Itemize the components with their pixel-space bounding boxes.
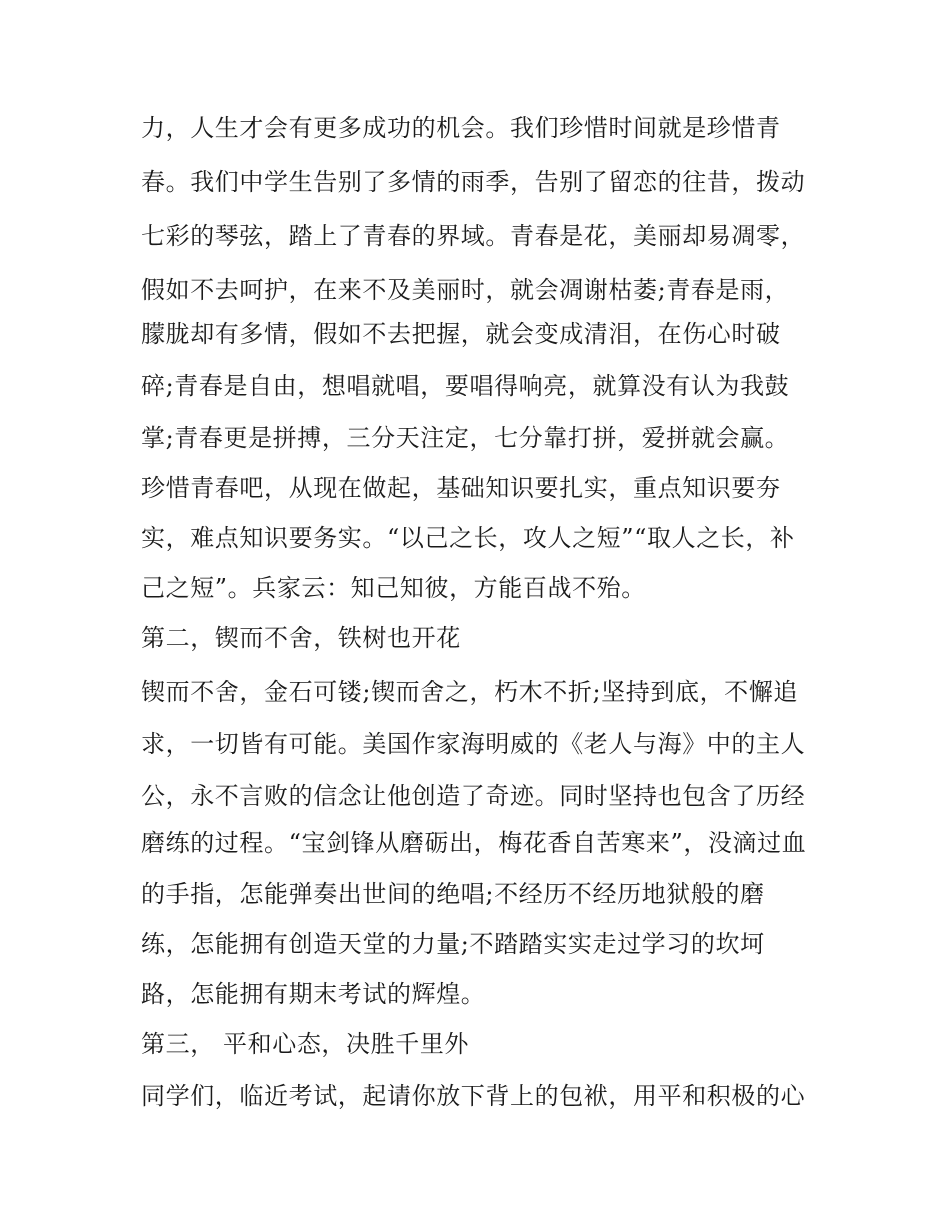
paragraph-line: 掌;青春更是拼搏，三分天注定，七分靠打拼，爱拼就会赢。 — [141, 424, 790, 452]
section-heading: 第三， 平和心态，决胜千里外 — [141, 1030, 470, 1058]
paragraph-line: 公，永不言败的信念让他创造了奇迹。同时坚持也包含了历经 — [141, 782, 806, 810]
paragraph-line: 磨练的过程。“宝剑锋从磨砺出，梅花香自苦寒来”，没滴过血 — [141, 829, 807, 857]
paragraph-line: 实，难点知识要务实。“以己之长，攻人之短”“取人之长，补 — [141, 524, 795, 552]
paragraph-line: 七彩的琴弦，踏上了青春的界域。青春是花，美丽却易凋零， — [141, 222, 806, 250]
paragraph-line: 珍惜青春吧，从现在做起，基础知识要扎实，重点知识要夯 — [141, 474, 781, 502]
paragraph-line: 己之短”。兵家云：知己知彼，方能百战不殆。 — [141, 574, 646, 602]
paragraph-line: 力，人生才会有更多成功的机会。我们珍惜时间就是珍惜青 — [141, 114, 781, 142]
paragraph-line: 锲而不舍，金石可镂;锲而舍之，朽木不折;坚持到底，不懈追 — [141, 678, 798, 706]
section-heading: 第二，锲而不舍，铁树也开花 — [141, 624, 461, 652]
paragraph-line: 春。我们中学生告别了多情的雨季，告别了留恋的往昔，拨动 — [141, 168, 806, 196]
paragraph-line: 假如不去呵护，在来不及美丽时，就会凋谢枯萎;青春是雨， — [141, 276, 790, 304]
paragraph-line: 同学们，临近考试，起请你放下背上的包袱，用平和积极的心 — [141, 1082, 806, 1110]
paragraph-line: 求，一切皆有可能。美国作家海明威的《老人与海》中的主人 — [141, 730, 806, 758]
paragraph-line: 路，怎能拥有期末考试的辉煌。 — [141, 980, 486, 1008]
paragraph-line: 朦胧却有多情，假如不去把握，就会变成清泪，在伤心时破 — [141, 320, 781, 348]
paragraph-line: 的手指，怎能弹奏出世间的绝唱;不经历不经历地狱般的磨 — [141, 880, 765, 908]
paragraph-line: 碎;青春是自由，想唱就唱，要唱得响亮，就算没有认为我鼓 — [141, 372, 790, 400]
paragraph-line: 练，怎能拥有创造天堂的力量;不踏踏实实走过学习的坎坷 — [141, 930, 765, 958]
